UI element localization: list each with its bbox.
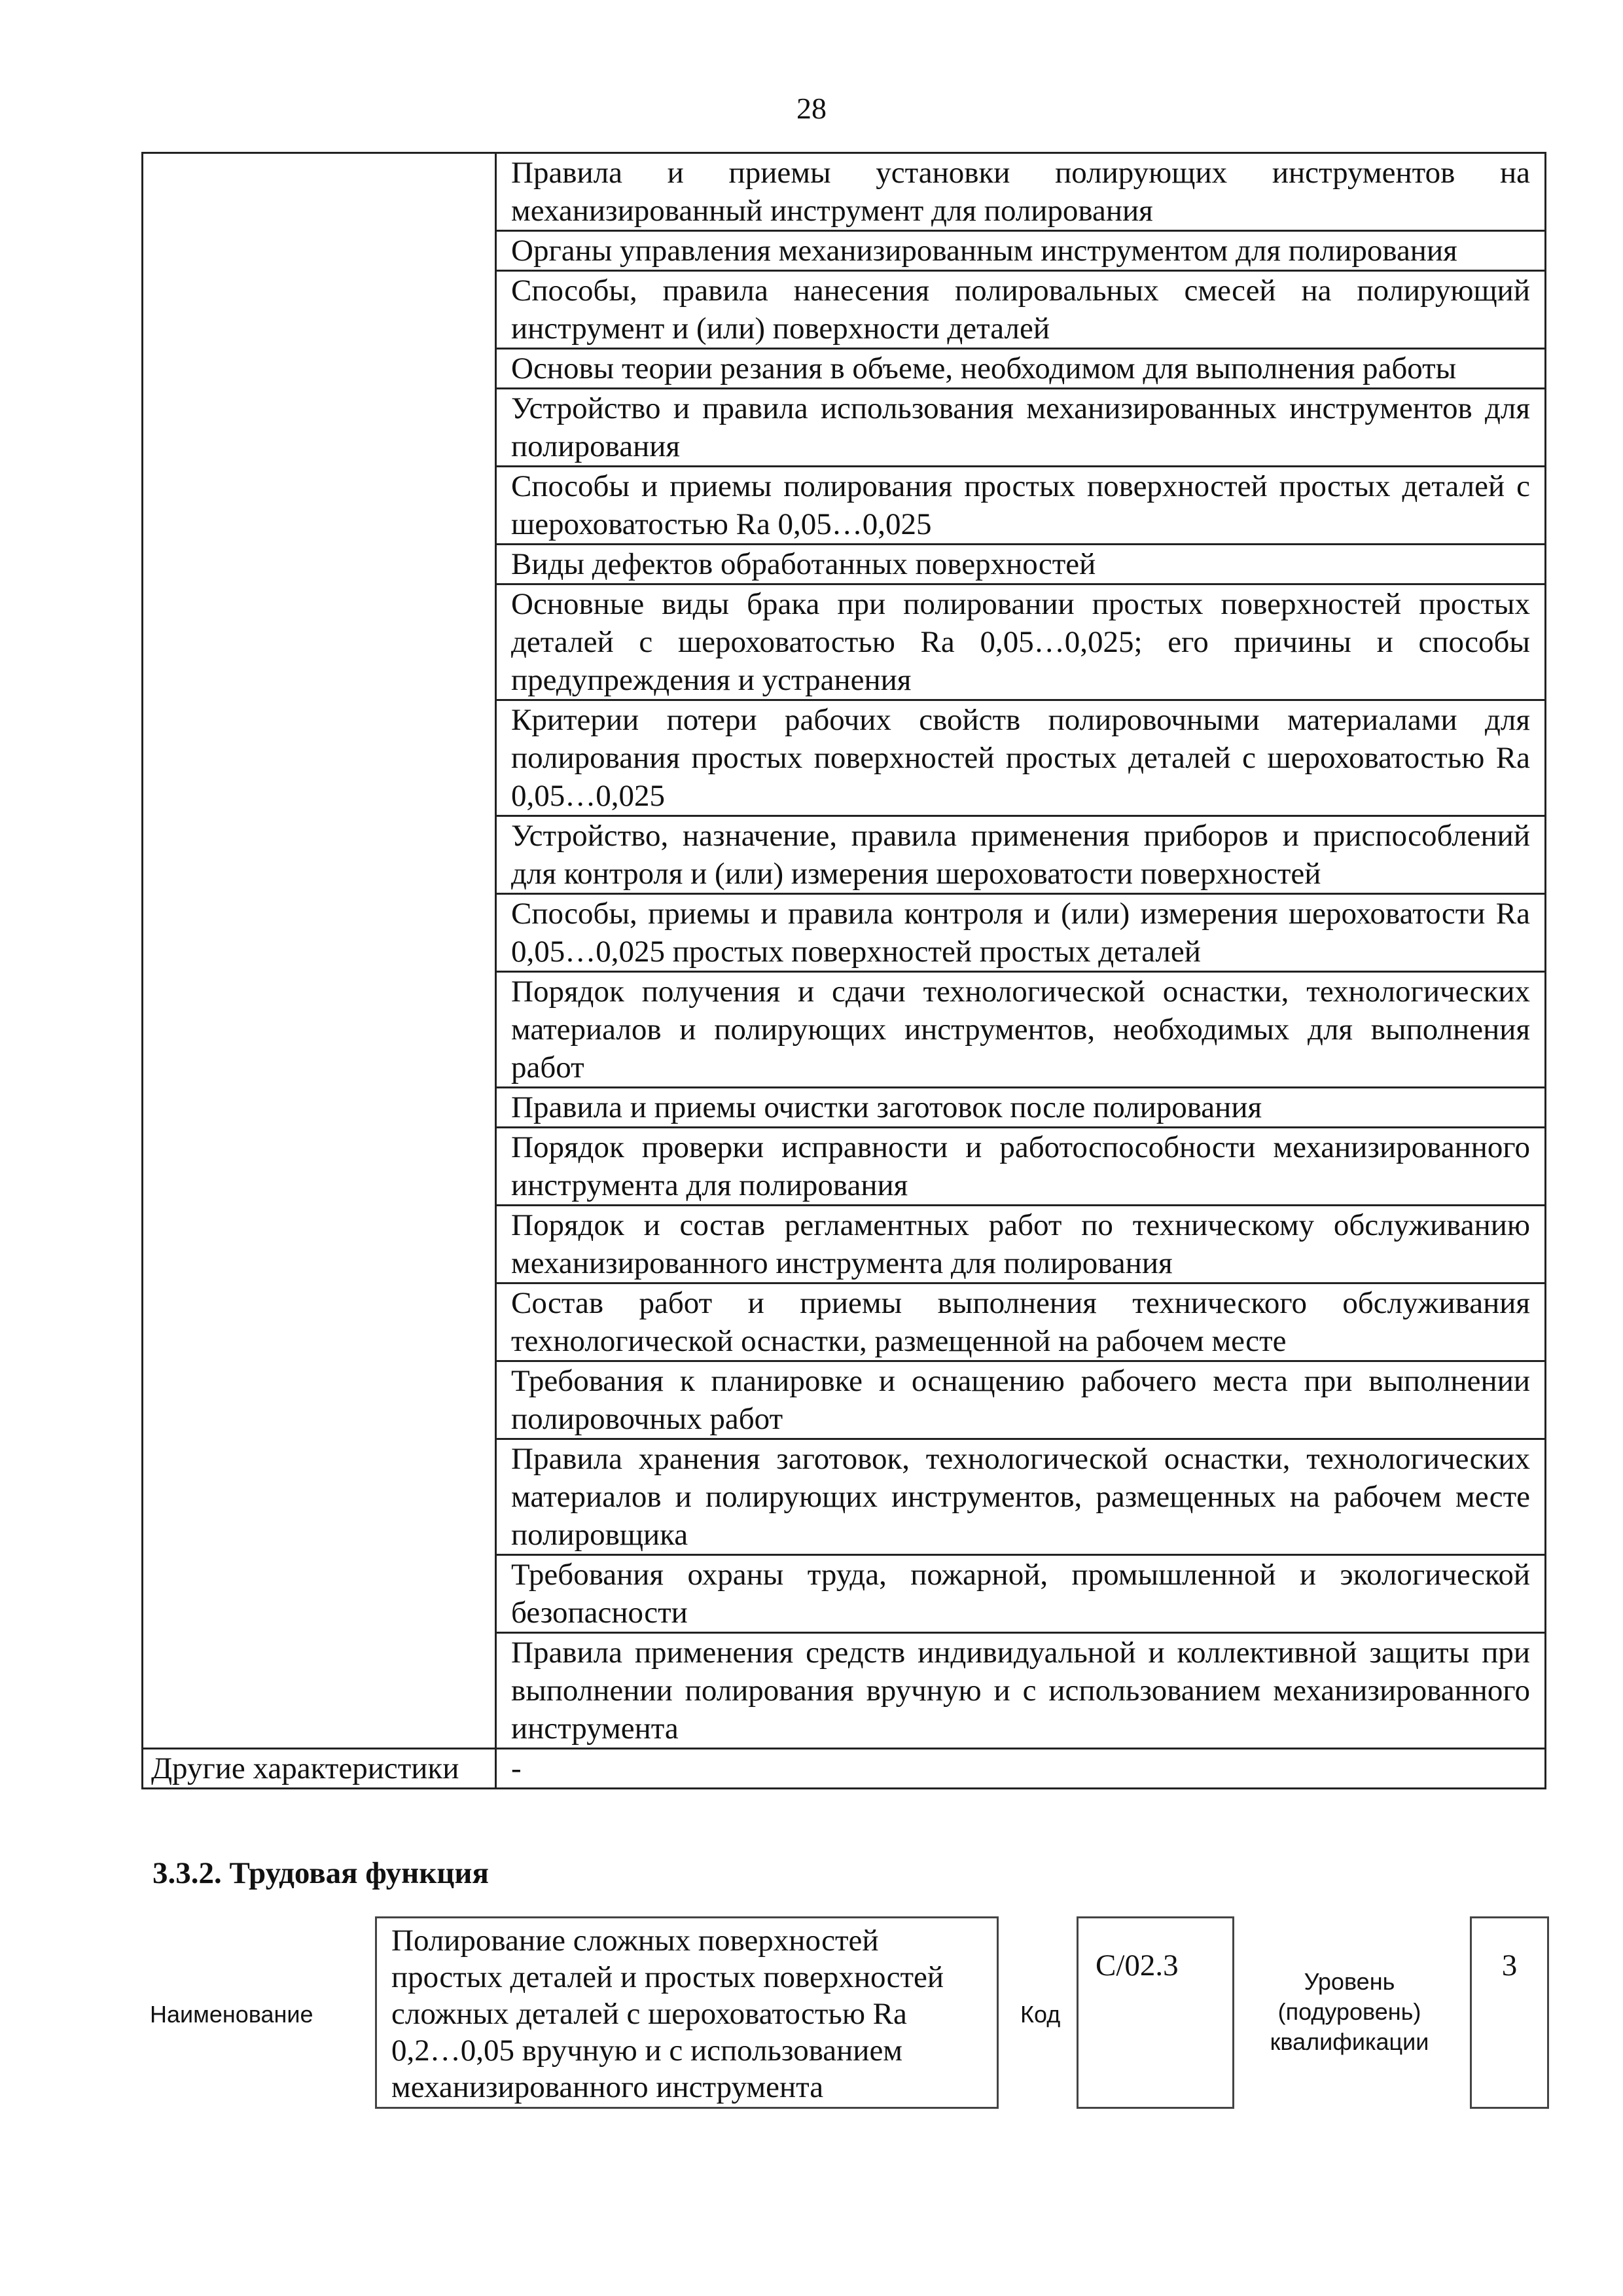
labour-function-name-label: Наименование (150, 2001, 313, 2028)
knowledge-table (141, 152, 1546, 1789)
labour-function-code-value: C/02.3 (1077, 1916, 1234, 2109)
knowledge-item: Порядок проверки исправности и работоспособности механизированного инструмента для полирования (496, 1128, 1546, 1206)
knowledge-item: Правила и приемы установки полирующих инструментов на механизированный инструмент для полирования (496, 153, 1546, 231)
knowledge-item: Правила применения средств индивидуальной и коллективной защиты при выполнении полирования вручную и с использованием механизированного инструмента (496, 1633, 1546, 1749)
knowledge-item: Правила и приемы очистки заготовок после полирования (496, 1088, 1546, 1128)
knowledge-item: Состав работ и приемы выполнения технического обслуживания технологической оснастки, размещенной на рабочем месте (496, 1283, 1546, 1361)
other-characteristics-value: - (496, 1749, 1546, 1789)
knowledge-item: Основы теории резания в объеме, необходимом для выполнения работы (496, 349, 1546, 389)
page-number: 28 (796, 92, 827, 125)
table-row (143, 153, 1546, 231)
other-characteristics-row (143, 1749, 1546, 1789)
knowledge-item: Критерии потери рабочих свойств полировочными материалами для полирования простых поверхностей простых деталей с шероховатостью Ra 0,05…0,025 (496, 700, 1546, 816)
section-heading: 3.3.2. Трудовая функция (152, 1856, 489, 1890)
knowledge-item: Правила хранения заготовок, технологической оснастки, технологических материалов и полирующих инструментов, размещенных на рабочем месте полировщика (496, 1439, 1546, 1555)
knowledge-item: Требования к планировке и оснащению рабочего места при выполнении полировочных работ (496, 1361, 1546, 1439)
knowledge-label-cell (143, 153, 496, 1749)
knowledge-item: Основные виды брака при полировании простых поверхностей простых деталей с шероховатостью Ra 0,05…0,025; его причины и способы предупреждения и устранения (496, 584, 1546, 700)
knowledge-item: Устройство, назначение, правила применения приборов и приспособлений для контроля и (или) измерения шероховатости поверхностей (496, 816, 1546, 894)
knowledge-item: Виды дефектов обработанных поверхностей (496, 545, 1546, 584)
knowledge-item: Способы и приемы полирования простых поверхностей простых деталей с шероховатостью Ra 0,05…0,025 (496, 467, 1546, 545)
knowledge-item: Порядок и состав регламентных работ по техническому обслуживанию механизированного инструмента для полирования (496, 1206, 1546, 1283)
qualification-level-label: Уровень (подуровень) квалификации (1270, 1968, 1429, 2055)
other-characteristics-label: Другие характеристики (143, 1749, 496, 1789)
labour-function-code-label: Код (1020, 2001, 1061, 2028)
knowledge-item: Способы, правила нанесения полировальных смесей на полирующий инструмент и (или) поверхности деталей (496, 271, 1546, 349)
labour-function-name-value: Полирование сложных поверхностей простых деталей и простых поверхностей сложных деталей с шероховатостью Ra 0,2…0,05 вручную и с использованием механизированного инструмента (375, 1916, 999, 2109)
knowledge-item: Порядок получения и сдачи технологической оснастки, технологических материалов и полирующих инструментов, необходимых для выполнения работ (496, 972, 1546, 1088)
knowledge-item: Устройство и правила использования механизированных инструментов для полирования (496, 389, 1546, 467)
knowledge-item: Требования охраны труда, пожарной, промышленной и экологической безопасности (496, 1555, 1546, 1633)
qualification-level-value: 3 (1470, 1916, 1549, 2109)
knowledge-item: Органы управления механизированным инструментом для полирования (496, 231, 1546, 271)
knowledge-item: Способы, приемы и правила контроля и (или) измерения шероховатости Ra 0,05…0,025 простых поверхностей простых деталей (496, 894, 1546, 972)
